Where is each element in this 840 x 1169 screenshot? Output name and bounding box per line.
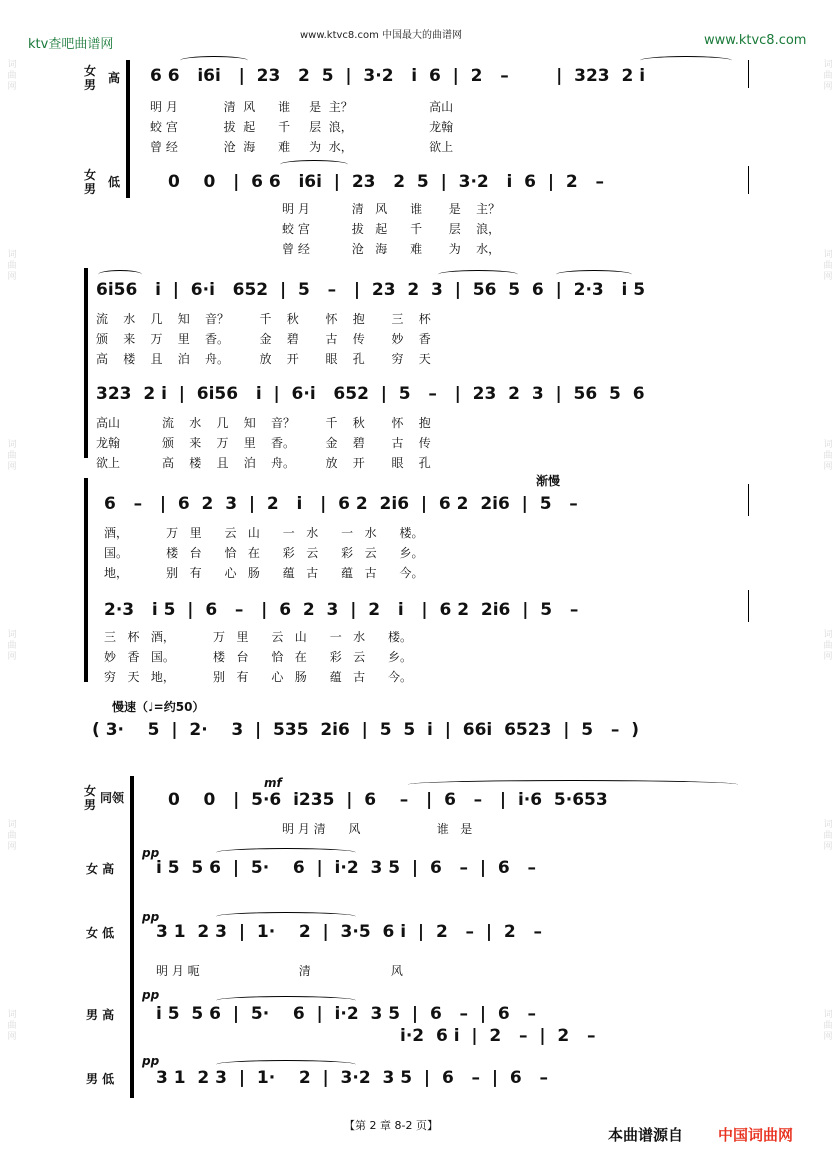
s5-slur-3 [216,996,356,1005]
right-watermark-3: 词曲网 [823,440,833,472]
s4-tempo-marking: 慢速（♩=约50） [112,700,205,714]
s1-low-lyric-3: 曾 经 沧 海 难 为 水， [282,242,501,256]
s5-chorus-lyrics: 明 月 呃 清 风 [156,964,403,978]
footer-source-label: 本曲谱源自 [608,1126,684,1144]
s5-row-2-notes: 3 1 2 3 | 1· 2 | 3·5 6 i | 2 – | 2 – [156,922,543,942]
s5-row-4-dynamic: pp [142,1054,160,1068]
s1-low-part-label: 低 [108,175,121,189]
left-watermark-1: 词曲网 [7,60,17,92]
s3-top-lyric-2: 国。 楼 台 恰 在 彩 云 彩 云 乡。 [104,546,424,560]
s1-top-part-label: 高 [108,71,121,85]
system-3-brace [84,478,88,682]
s3-low-notes: 2·3 i 5 | 6 – | 6 2 3 | 2 i | 6 2 2i6 | 5 – [104,600,579,620]
s2-top-lyric-2: 颁 来 万 里 香。 金 碧 古 传 妙 香 [96,332,431,346]
s2-slur-1 [98,270,142,279]
s2-top-lyric-1: 流 水 几 知 音？ 千 秋 怀 抱 三 杯 [96,312,431,326]
s1-low-notes: 0 0 | 6 6 i6i | 23 2 5 | 3·2 i 6 | 2 – [168,172,604,192]
s1-low-lyric-1: 明 月 清 风 谁 是 主？ [282,202,501,216]
s2-slur-2 [438,270,518,279]
s1-slur-2 [640,56,732,65]
s2-low-notes: 323 2 i | 6i56 i | 6·i 652 | 5 – | 23 2 3 | 56 5 6 [96,384,645,404]
s1-slur-1 [180,56,248,65]
s2-low-lyric-2: 龙翰 颁 来 万 里 香。 金 碧 古 传 [96,436,431,450]
s1-top-lyric-2: 蛟 宫 拔 起 千 层 浪， 龙翰 [150,120,454,134]
s5-slur-4 [216,1060,356,1069]
s5-slur-2 [216,912,356,921]
s2-low-lyric-1: 高山 流 水 几 知 音？ 千 秋 怀 抱 [96,416,431,430]
right-watermark-5: 词曲网 [823,820,833,852]
header-center-site[interactable]: www.ktvc8.com 中国最大的曲谱网 [300,30,463,41]
left-watermark-6: 词曲网 [7,1010,17,1042]
s2-top-notes: 6i56 i | 6·i 652 | 5 – | 23 2 3 | 56 5 6 | 2·3 i 5 [96,280,646,300]
s1-low-lyric-2: 蛟 宫 拔 起 千 层 浪， [282,222,501,236]
footer-source-site[interactable]: 中国词曲网 [718,1126,794,1144]
s5-row-3-dynamic: pp [142,988,160,1002]
system-1-brace [126,60,130,198]
header-left-site[interactable]: ktv查吧曲谱网 [28,37,114,52]
right-watermark-6: 词曲网 [823,1010,833,1042]
right-watermark-4: 词曲网 [823,630,833,662]
s5-row-2-dynamic: pp [142,910,160,924]
system-2-brace [84,268,88,458]
s5-row-3-lower-notes: i·2 6 i | 2 – | 2 – [400,1026,596,1046]
s1-top-gender-label: 女 男 [84,64,97,92]
footer-page-number: 【第 2 章 8-2 页】 [344,1119,438,1132]
s3-top-lyric-1: 酒， 万 里 云 山 一 水 一 水 楼。 [104,526,424,540]
s5-lead-gender-label: 女 男 [84,784,97,812]
s4-interlude-notes: ( 3· 5 | 2· 3 | 535 2i6 | 5 5 i | 66i 6523 | 5 – ) [92,720,639,740]
s5-row-3-label: 男 高 [86,1008,115,1022]
s5-slur-lead [408,780,738,789]
s5-lead-part-label: 同领 [100,791,125,805]
s2-slur-3 [556,270,632,279]
s1-top-lyric-3: 曾 经 沧 海 难 为 水， 欲上 [150,140,454,154]
s5-slur-1 [216,848,356,857]
s5-lead-dynamic: mf [264,776,282,790]
s1-end-bar-top [748,60,749,88]
s3-top-notes: 6 – | 6 2 3 | 2 i | 6 2 2i6 | 6 2 2i6 | 5 – [104,494,578,514]
s3-low-lyric-3: 穷 天 地， 别 有 心 肠 蕴 古 今。 [104,670,413,684]
s5-row-1-label: 女 高 [86,862,115,876]
s5-lead-notes: 0 0 | 5·6 i235 | 6 – | 6 – | i·6 5·653 [168,790,608,810]
s1-end-bar-low [748,166,749,194]
left-watermark-3: 词曲网 [7,440,17,472]
s5-row-4-notes: 3 1 2 3 | 1· 2 | 3·2 3 5 | 6 – | 6 – [156,1068,549,1088]
s3-low-lyric-2: 妙 香 国。 楼 台 恰 在 彩 云 乡。 [104,650,413,664]
s3-low-lyric-1: 三 杯 酒， 万 里 云 山 一 水 楼。 [104,630,413,644]
s1-low-gender-label: 女 男 [84,168,97,196]
s5-row-1-notes: i 5 5 6 | 5· 6 | i·2 3 5 | 6 – | 6 – [156,858,537,878]
left-watermark-4: 词曲网 [7,630,17,662]
left-watermark-2: 词曲网 [7,250,17,282]
s1-top-notes: 6 6 i6i | 23 2 5 | 3·2 i 6 | 2 – | 323 2 i [150,66,646,86]
system-5-brace [130,776,134,1098]
s1-top-lyric-1: 明 月 清 风 谁 是 主？ 高山 [150,100,454,114]
left-watermark-5: 词曲网 [7,820,17,852]
s5-row-3-notes: i 5 5 6 | 5· 6 | i·2 3 5 | 6 – | 6 – [156,1004,537,1024]
s3-repeat-bar-top [748,484,749,516]
s3-repeat-bar-low [748,590,749,622]
header-right-site[interactable]: www.ktvc8.com [704,33,807,48]
s5-row-2-label: 女 低 [86,926,115,940]
s5-row-4-label: 男 低 [86,1072,115,1086]
s2-low-lyric-3: 欲上 高 楼 且 泊 舟。 放 开 眼 孔 [96,456,431,470]
right-watermark-2: 词曲网 [823,250,833,282]
s2-top-lyric-3: 高 楼 且 泊 舟。 放 开 眼 孔 穷 天 [96,352,431,366]
s5-row-1-dynamic: pp [142,846,160,860]
s1-slur-3 [280,160,348,169]
right-watermark-1: 词曲网 [823,60,833,92]
s3-top-lyric-3: 地， 别 有 心 肠 蕴 古 蕴 古 今。 [104,566,424,580]
s5-lead-lyrics: 明 月 清 风 谁 是 [282,822,473,836]
s3-tempo-marking: 渐慢 [536,474,561,488]
